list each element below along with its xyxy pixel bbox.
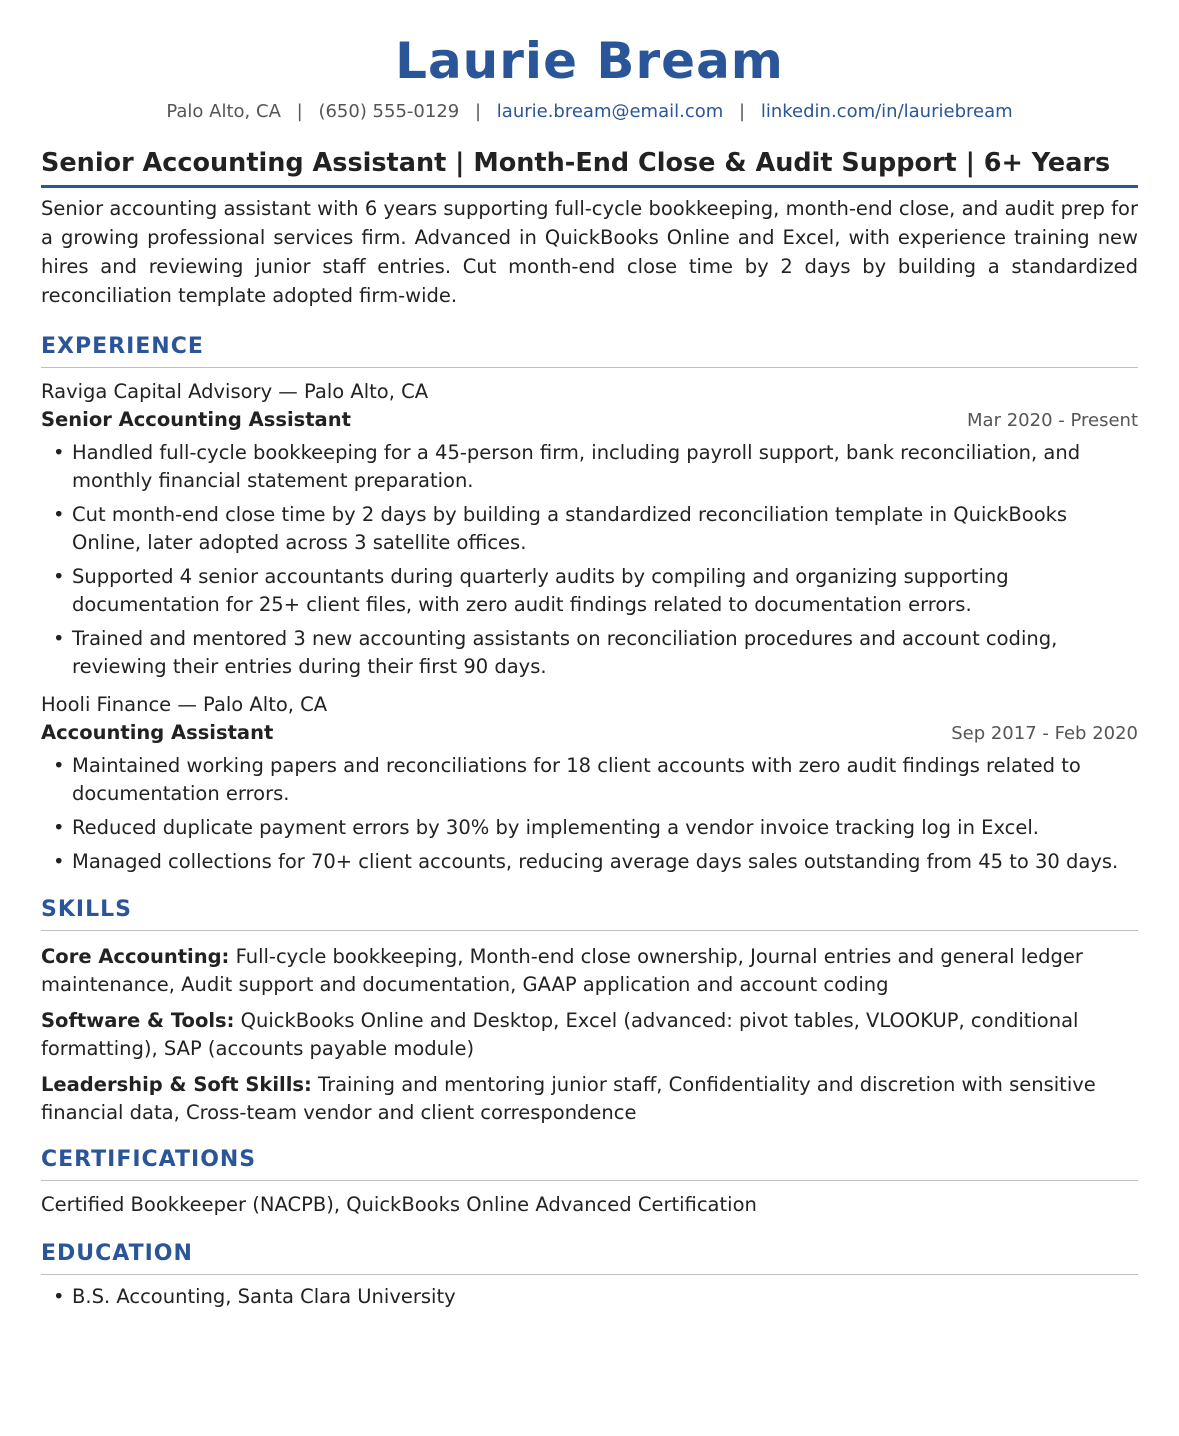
bullet-text: Handled full-cycle bookkeeping for a 45-person firm, including payroll support, bank reconciliation, and monthly financial statement preparation. [72,441,1081,492]
job-bullets [41,752,1138,876]
bullet-item [41,848,1138,876]
skill-group [41,1007,1138,1063]
skill-items: Training and mentoring junior staff, Confidentiality and discretion with sensitive financial data, Cross-team vendor and client correspondence [41,1073,1096,1124]
skill-group [41,1071,1138,1127]
role-row [41,406,1138,435]
employer-name: Hooli Finance — Palo Alto, CA [41,693,328,716]
bullet-icon: • [53,441,65,464]
contact-line [41,100,1138,124]
job-dates: Sep 2017 - Feb 2020 [951,723,1138,744]
contact-location: Palo Alto, CA [166,101,281,122]
bullet-icon: • [53,503,65,526]
bullet-text: Cut month-end close time by 2 days by building a standardized reconciliation template in QuickBooks Online, later adopted across 3 satellite offices. [72,503,1068,554]
bullet-text: Supported 4 senior accountants during quarterly audits by compiling and organizing supporting documentation for 25+ client files, with zero audit findings related to documentation errors. [72,565,1009,616]
bullet-text: Trained and mentored 3 new accounting assistants on reconciliation procedures and account coding, reviewing their entries during their first 90 days. [72,627,1058,678]
contact-separator: | [296,101,303,122]
contact-phone: (650) 555-0129 [318,101,460,122]
contact-separator: | [474,101,482,122]
contact-separator: | [739,101,746,122]
job-title: Accounting Assistant [41,721,274,744]
contact-linkedin-link[interactable]: linkedin.com/in/lauriebream [760,101,1013,122]
education-entry: B.S. Accounting, Santa Clara University [72,1285,456,1308]
job-bullets [41,439,1138,681]
bullet-item [41,814,1138,842]
employer-name: Raviga Capital Advisory — Palo Alto, CA [41,380,429,403]
skill-category: Core Accounting: [41,945,230,968]
skill-items: Full-cycle bookkeeping, Month-end close ownership, Journal entries and general ledger maintenance, Audit support and documentation, GAAP application and account coding [41,945,1083,996]
skills-section-title: SKILLS [41,895,1138,931]
bullet-icon: • [53,754,65,777]
summary-paragraph: Senior accounting assistant with 6 years supporting full-cycle bookkeeping, month-end close, and audit prep for a growing professional services firm. Advanced in QuickBooks Online and Excel, with experience training new hires and reviewing junior staff entries. Cut month-end close time by 2 days by building a standardized reconciliation template adopted firm-wide. [41,197,1138,307]
bullet-item [41,625,1138,681]
certifications-text: Certified Bookkeeper (NACPB), QuickBooks Online Advanced Certification [41,1193,757,1216]
skill-items: QuickBooks Online and Desktop, Excel (advanced: pivot tables, VLOOKUP, conditional formatting), SAP (accounts payable module) [41,1009,1079,1060]
bullet-icon: • [53,1285,65,1308]
bullet-item [41,563,1138,619]
bullet-item [41,1283,1138,1311]
skill-category: Leadership & Soft Skills: [41,1073,312,1096]
job-entry [41,691,1138,876]
certifications-section-title: CERTIFICATIONS [41,1145,1138,1181]
bullet-icon: • [53,816,65,839]
bullet-text: Reduced duplicate payment errors by 30% by implementing a vendor invoice tracking log in Excel. [72,816,1040,839]
bullet-item [41,752,1138,808]
skill-category: Software & Tools: [41,1009,235,1032]
skills-list [41,943,1138,1127]
job-entry [41,378,1138,681]
education-section-title: EDUCATION [41,1239,1138,1275]
bullet-item [41,501,1138,557]
bullet-icon: • [53,627,65,650]
job-dates: Mar 2020 - Present [967,410,1138,431]
experience-section-title: EXPERIENCE [41,332,1138,368]
education-list [41,1283,1138,1311]
bullet-item [41,439,1138,495]
bullet-icon: • [53,565,65,588]
job-title: Senior Accounting Assistant [41,408,351,431]
bullet-text: Managed collections for 70+ client accounts, reducing average days sales outstanding from 45 to 30 days. [72,850,1119,873]
role-row [41,719,1138,748]
professional-headline: Senior Accounting Assistant | Month-End Close & Audit Support | 6+ Years [41,145,1138,188]
skill-group [41,943,1138,999]
bullet-text: Maintained working papers and reconciliations for 18 client accounts with zero audit findings related to documentation errors. [72,754,1081,805]
contact-email-link[interactable]: laurie.bream@email.com [496,101,724,122]
candidate-name: Laurie Bream [395,32,784,90]
bullet-icon: • [53,850,65,873]
